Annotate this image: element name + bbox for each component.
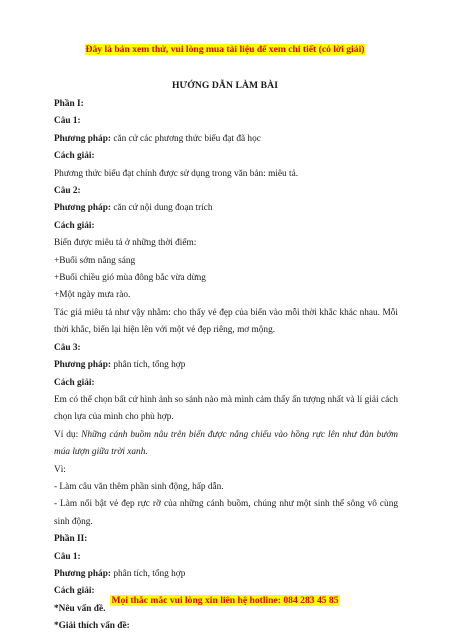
part1-q1-solution-label: Cách giải: (54, 151, 95, 162)
part2-q1-heading: Câu 1: (54, 551, 81, 562)
example-quote: Những cánh buồm nâu trên biển được nắng chiếu vào hồng rực lên như đàn bướm múa lượn giữa trời xanh. (54, 429, 399, 458)
part1-q1-answer: Phương thức biểu đạt chính được sử dụng trong văn bản: miêu tả. (54, 168, 299, 179)
preview-notice-banner (0, 44, 450, 55)
part1-q2-line: Tác giả miêu tả như vậy nhằm: cho thấy vẻ đẹp của biển vào mỗi thời khắc khác nhau. Mỗi thời khắc, biển lại hiện lên với một vẻ đẹp riêng, mơ mộng. (54, 307, 398, 336)
part1-q3-solution-label: Cách giải: (54, 377, 95, 388)
hotline-text: Mọi thắc mắc vui lòng xin liên hệ hotline: 084 283 45 85 (111, 595, 339, 606)
part1-q3-bullet: - Làm câu văn thêm phần sinh động, hấp dẫn. (54, 481, 224, 492)
part1-q1-method (54, 131, 398, 148)
method-label: Phương pháp: (54, 360, 111, 371)
part1-q3-method (54, 357, 398, 374)
preview-notice-text: Đây là bản xem thử, vui lòng mua tài liệu để xem chi tiết (có lời giải) (85, 44, 365, 55)
part1-heading: Phần I: (54, 99, 84, 109)
part2-q1-step: *Nêu vấn đề. (54, 603, 106, 614)
part1-q3-bullet: - Làm nổi bật vẻ đẹp rực rỡ của những cánh buồm, chúng như một sinh thể sông vô cùng sinh động. (54, 499, 398, 527)
part1-q3-heading: Câu 3: (54, 342, 81, 353)
part1-q3-paragraph: Em có thể chọn bất cứ hình ảnh so sánh nào mà mình cảm thấy ấn tượng nhất và lí giải cách chọn lựa của mình cho phù hợp. (54, 394, 398, 423)
method-label: Phương pháp: (54, 133, 111, 144)
part1-q3-example (54, 427, 398, 462)
part2-q1-step: *Giải thích vấn đề: (54, 621, 130, 632)
part1-q2-line: +Buổi chiều gió mùa đông bắc vừa dừng (54, 273, 206, 284)
part1-q2-line: +Buổi sớm nắng sáng (54, 255, 136, 266)
method-text: căn cứ các phương thức biểu đạt đã học (113, 133, 261, 144)
part1-q1-heading: Câu 1: (54, 116, 81, 127)
part1-q2-line: Biển được miêu tả ở những thời điểm: (54, 238, 197, 249)
part1-q3-why: Vì: (54, 464, 66, 475)
part1-q2-heading: Câu 2: (54, 186, 81, 197)
method-label: Phương pháp: (54, 568, 111, 579)
part1-q2-line: +Một ngày mưa rào. (54, 290, 131, 301)
part2-q1-method (54, 566, 398, 583)
hotline-banner (0, 595, 450, 606)
part1-q2-method (54, 200, 398, 217)
method-text: phân tích, tổng hợp (113, 568, 186, 579)
example-prefix: Ví dụ: (54, 429, 82, 440)
method-text: căn cứ nội dung đoạn trích (113, 203, 213, 214)
method-label: Phương pháp: (54, 203, 111, 214)
part2-heading: Phần II: (54, 534, 88, 545)
method-text: phân tích, tổng hợp (113, 360, 186, 371)
part1-q2-solution-label: Cách giải: (54, 220, 95, 231)
part2-q1-solution-label: Cách giải: (54, 586, 95, 597)
page-title: HƯỚNG DẪN LÀM BÀI (171, 80, 279, 91)
document-body (54, 96, 398, 636)
